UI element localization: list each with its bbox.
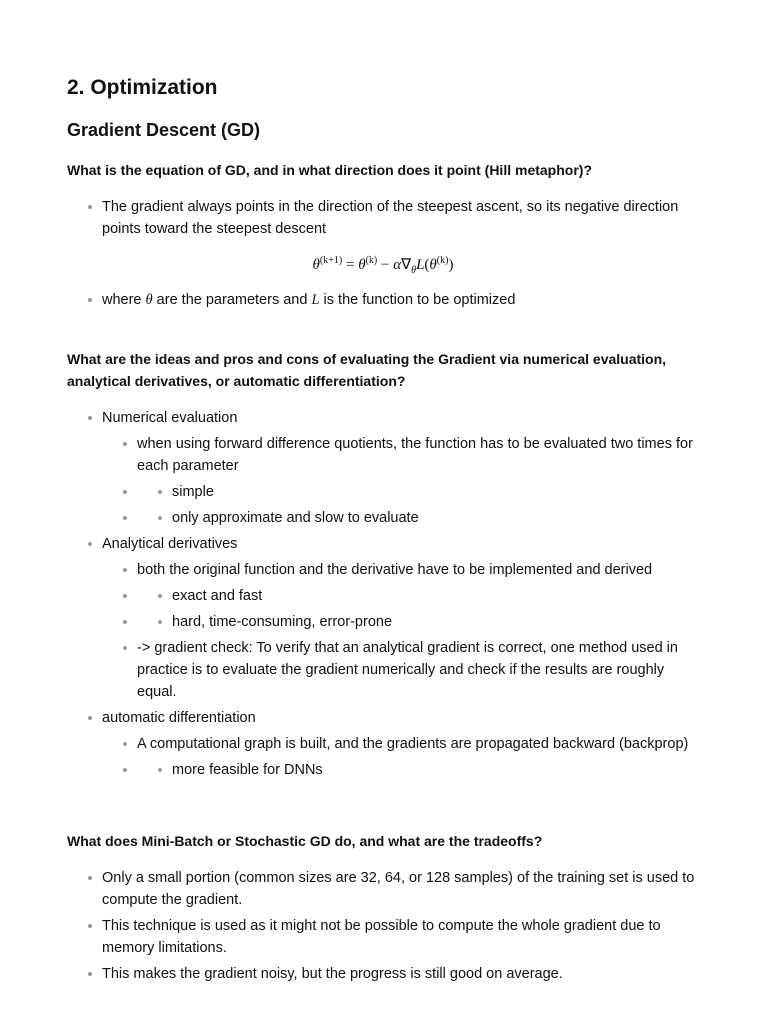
bullet-dot — [88, 972, 92, 976]
list-item — [67, 585, 707, 607]
formula-theta-k2-sup: (k) — [436, 255, 449, 266]
question-gradient-evaluation: What are the ideas and pros and cons of evaluating the Gradient via numerical evaluation, analytical derivatives, or automatic differentiation? — [67, 351, 667, 389]
bullet-dot — [123, 490, 127, 494]
bullet-dot — [158, 768, 162, 772]
params-text-pre: where — [102, 292, 146, 308]
formula-minus: − — [377, 257, 394, 273]
list-item-automatic — [67, 707, 707, 729]
bullet-dot — [123, 742, 127, 746]
list-item — [67, 963, 707, 985]
formula-loss: L — [416, 257, 425, 273]
list-item — [67, 507, 707, 529]
list-item — [67, 559, 707, 581]
bullet-dot — [88, 416, 92, 420]
list-item-analytical — [67, 533, 707, 555]
formula-alpha: α — [393, 257, 402, 273]
bullet-dot — [88, 542, 92, 546]
formula-lhs: θ — [312, 257, 320, 273]
list-item — [67, 637, 707, 703]
section-title: 2. Optimization — [67, 76, 218, 99]
list-item — [67, 867, 707, 911]
gd-update-formula — [0, 255, 766, 276]
bullet-dot — [123, 646, 127, 650]
formula-theta-k-sup: (k) — [365, 255, 378, 266]
bullet-dot — [88, 205, 92, 209]
bullet-dot — [123, 594, 127, 598]
bullet-dot — [158, 490, 162, 494]
automatic-pro: more feasible for DNNs — [172, 762, 323, 778]
gradient-check-text: -> gradient check: To verify that an analytical gradient is correct, one method used in practice is to evaluate the gradient numerically and check if the results are roughly equal. — [137, 640, 678, 700]
gradient-direction-text: The gradient always points in the direction of the steepest ascent, so its negative direction points toward the steepest descent — [102, 199, 679, 237]
list-item-numerical — [67, 407, 707, 429]
loss-symbol: L — [311, 292, 320, 308]
list-item — [67, 481, 707, 503]
list-item — [67, 289, 707, 311]
theta-symbol: θ — [145, 292, 153, 308]
bullet-dot — [158, 594, 162, 598]
formula-theta-k: θ — [358, 257, 366, 273]
minibatch-text-1: Only a small portion (common sizes are 32, 64, or 128 samples) of the training set is used to compute the gradient. — [102, 870, 695, 908]
numerical-label: Numerical evaluation — [102, 410, 238, 426]
params-text-post: is the function to be optimized — [319, 292, 516, 308]
formula-lhs-sup: (k+1) — [319, 255, 343, 266]
question-gd-equation: What is the equation of GD, and in what direction does it point (Hill metaphor)? — [67, 162, 592, 178]
analytical-con: hard, time-consuming, error-prone — [172, 614, 393, 630]
params-text-mid: are the parameters and — [152, 292, 312, 308]
bullet-dot — [123, 768, 127, 772]
formula-open-paren: ( — [424, 257, 430, 273]
bullet-dot — [123, 620, 127, 624]
formula-theta-k2: θ — [429, 257, 437, 273]
bullet-dot — [88, 876, 92, 880]
gd-params-list — [67, 289, 707, 315]
formula-close-paren: ) — [448, 257, 454, 273]
subsection-title: Gradient Descent (GD) — [67, 120, 261, 140]
bullet-dot — [123, 568, 127, 572]
formula-eq: = — [342, 257, 359, 273]
formula-nabla: ∇ — [401, 257, 412, 273]
bullet-dot — [88, 924, 92, 928]
automatic-label: automatic differentiation — [102, 710, 256, 726]
list-item — [67, 611, 707, 633]
bullet-dot — [158, 516, 162, 520]
analytical-pro: exact and fast — [172, 588, 263, 604]
automatic-desc: A computational graph is built, and the gradients are propagated backward (backprop) — [137, 736, 689, 752]
numerical-pro: simple — [172, 484, 214, 500]
bullet-dot — [88, 298, 92, 302]
minibatch-text-3: This makes the gradient noisy, but the progress is still good on average. — [102, 966, 563, 982]
question-minibatch: What does Mini-Batch or Stochastic GD do, and what are the tradeoffs? — [67, 833, 543, 849]
list-item — [67, 759, 707, 781]
list-item — [67, 733, 707, 755]
minibatch-list — [67, 867, 707, 989]
list-item — [67, 196, 707, 240]
analytical-desc: both the original function and the derivative have to be implemented and derived — [137, 562, 653, 578]
numerical-con: only approximate and slow to evaluate — [172, 510, 419, 526]
bullet-dot — [158, 620, 162, 624]
gradient-methods-list — [67, 407, 707, 785]
analytical-label: Analytical derivatives — [102, 536, 238, 552]
bullet-dot — [88, 716, 92, 720]
numerical-desc: when using forward difference quotients, the function has to be evaluated two times for each parameter — [137, 436, 693, 474]
bullet-dot — [123, 516, 127, 520]
bullet-dot — [123, 442, 127, 446]
list-item — [67, 433, 707, 477]
gd-equation-list — [67, 196, 707, 244]
minibatch-text-2: This technique is used as it might not be possible to compute the whole gradient due to memory limitations. — [102, 918, 661, 956]
formula-nabla-sub: θ — [411, 265, 417, 276]
list-item — [67, 915, 707, 959]
